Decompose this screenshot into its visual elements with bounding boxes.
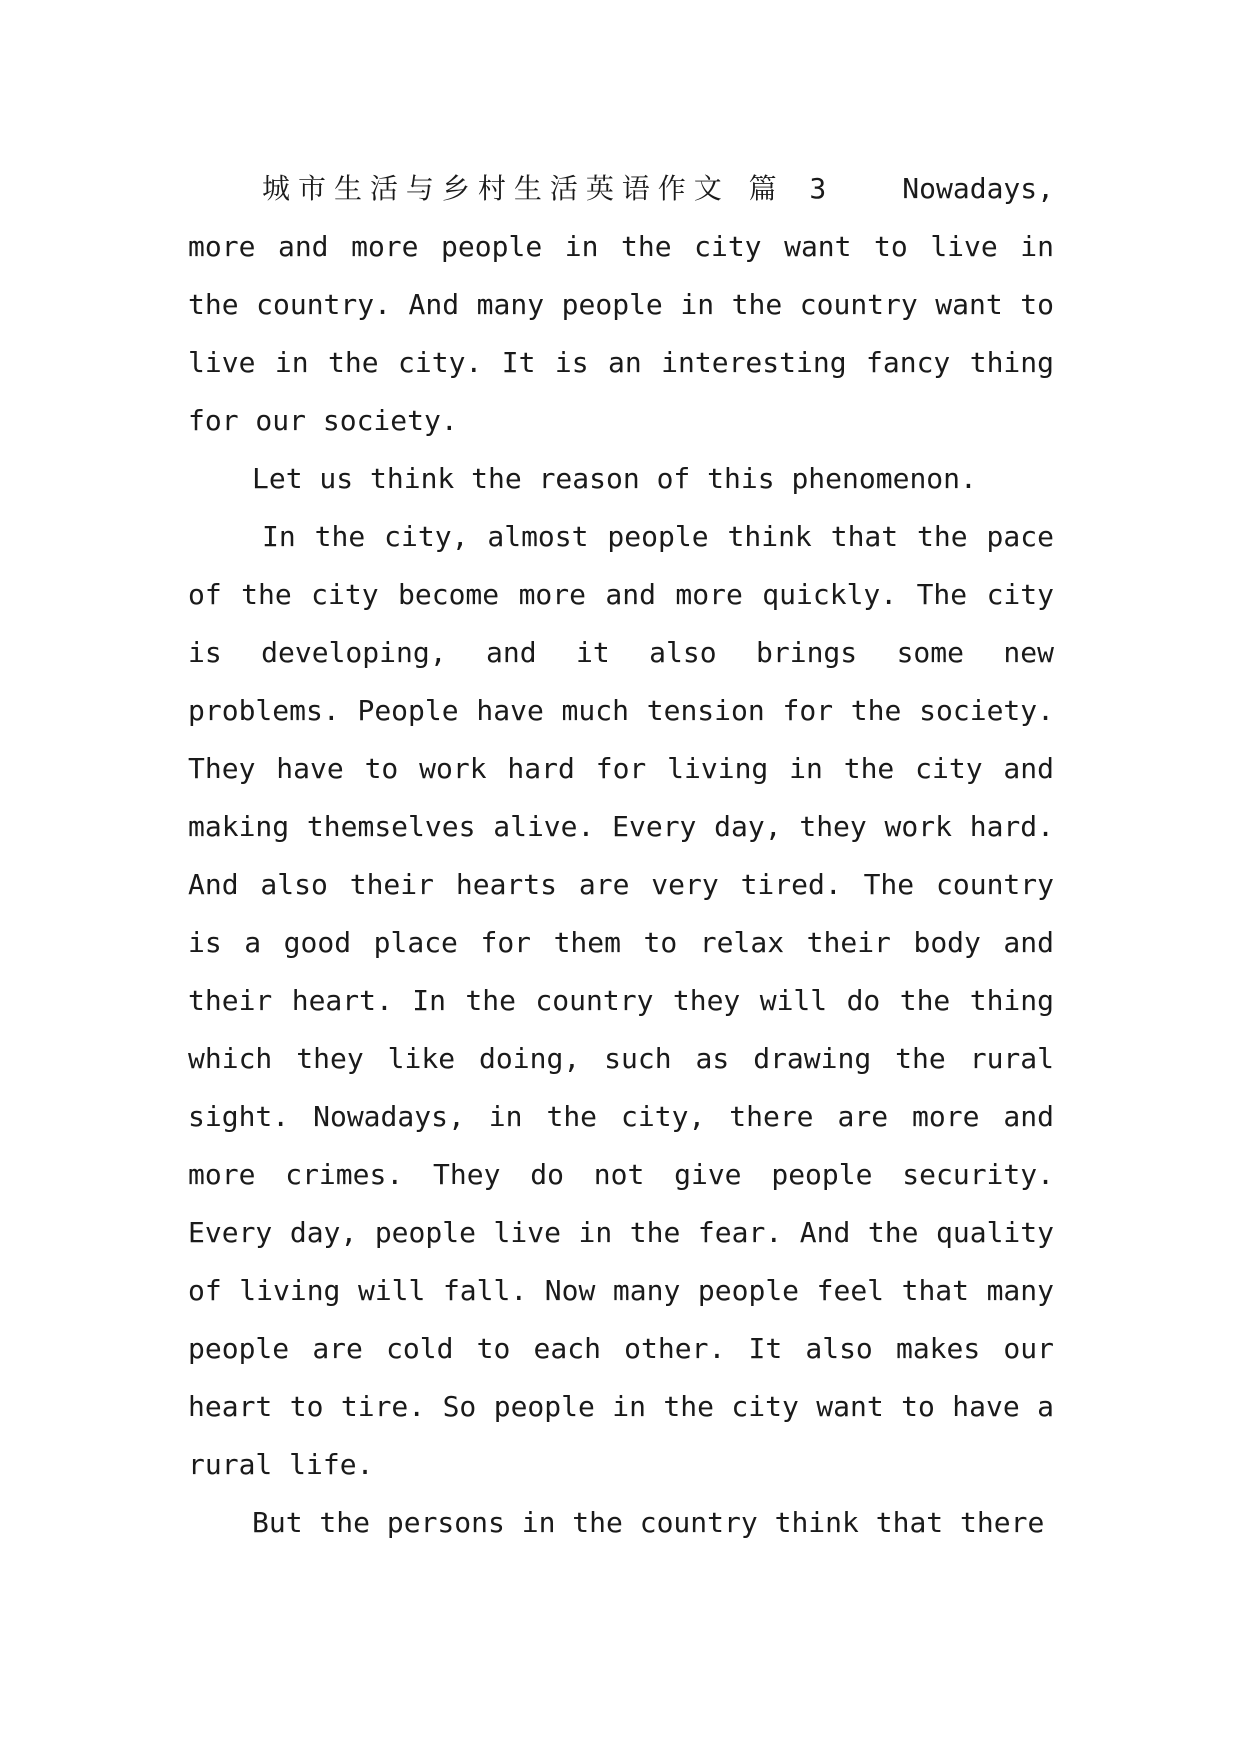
- section-label: 篇 3: [748, 172, 833, 205]
- paragraph-text: Nowadays, more and more people in the city want to live in the country. And many people in the country want to live in the city. It is an interesting fancy thing for our society.: [188, 172, 1054, 437]
- paragraph-reason: Let us think the reason of this phenomenon.: [252, 462, 977, 495]
- paragraph-city: In the city, almost people think that the pace of the city become more and more quickly. The city is developing, and it also brings some new problems. People have much tension for the society. They have to work hard for living in the city and making themselves alive. Every day, they work hard. And also their hearts are very tired. The country is a good place for them to relax their body and their heart. In the country they will do the thing which they like doing, such as drawing the rural sight. Nowadays, in the city, there are more and more crimes. They do not give people security. Every day, people live in the fear. And the quality of living will fall. Now many people feel that many people are cold to each other. It also makes our heart to tire. So people in the city want to have a rural life.: [188, 520, 1054, 1481]
- document-body: [188, 160, 1054, 1552]
- paragraph-country: But the persons in the country think that there: [252, 1506, 1045, 1539]
- paragraph-intro: [188, 160, 1054, 450]
- document-title: 城市生活与乡村生活英语作文: [262, 172, 730, 205]
